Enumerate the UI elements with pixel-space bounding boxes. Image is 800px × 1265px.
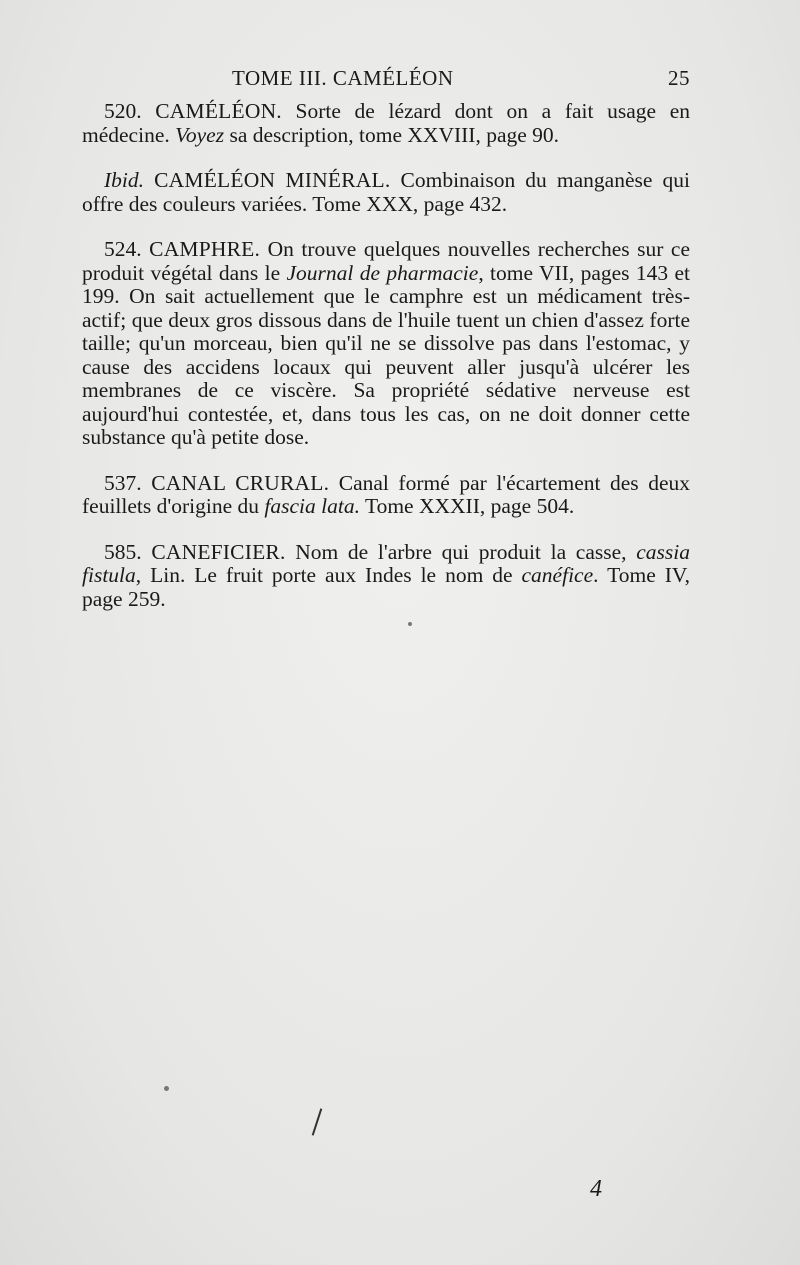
entry-cameleon	[82, 100, 690, 147]
paper-speck	[408, 622, 412, 626]
entry-text: sa description, tome XXVIII, page 90.	[224, 122, 560, 147]
entry-text: Combinaison du manganèse qui offre des couleurs variées. Tome XXX, page 432.	[82, 168, 691, 216]
entry-text: Canal formé par l'écartement des deux feuillets d'origine du	[82, 470, 691, 518]
entry-headword: CAMÉLÉON.	[155, 99, 282, 123]
entry-headword: CAMÉLÉON MINÉRAL.	[154, 168, 391, 192]
page-header	[80, 66, 690, 98]
entry-text: , tome VII, pages 143 et 199. On sait actuellement que le camphre est un médicament très-actif; que deux gros dissous dans de l'huile tuent un chien d'assez forte taille; qu'un morceau, bien qu'il ne se dissolve pas dans l'estomac, y cause des accidens locaux qui peuvent aller jusqu'à ulcérer les membranes de ce viscère. Sa propriété sédative nerveuse est aujourd'hui contestée, et, dans tous les cas, on ne doit donner cette substance qu'à petite dose.	[82, 260, 690, 449]
entry-camphre	[82, 238, 690, 450]
entry-headword: CANAL CRURAL.	[151, 470, 330, 495]
entry-italic: Journal de pharmacie	[286, 260, 479, 285]
entry-text: Nom de l'arbre qui produit la casse,	[285, 539, 637, 564]
entry-italic: cassia fistula	[82, 539, 690, 587]
entry-number: 537.	[104, 470, 142, 495]
folio-mark: 4	[590, 1176, 602, 1202]
entry-canal-crural	[82, 472, 690, 519]
entry-italic: fascia lata.	[264, 494, 360, 518]
entry-italic: canéfice	[521, 563, 594, 587]
page-body	[82, 100, 690, 633]
entry-text: On trouve quelques nouvelles recherches sur ce produit végétal dans le	[82, 237, 691, 285]
entry-text: , Lin. Le fruit porte aux Indes le nom de	[135, 563, 522, 587]
entry-cameleon-mineral	[82, 169, 690, 216]
entry-caneficier	[82, 541, 690, 612]
paper-speck	[164, 1086, 169, 1091]
entry-number: Ibid.	[104, 168, 145, 192]
entry-number: 524.	[104, 237, 142, 261]
running-title: TOME III. CAMÉLÉON	[232, 66, 454, 90]
entry-italic: Voyez	[175, 122, 225, 147]
entry-number: 520.	[104, 99, 142, 123]
entry-text: Tome XXXII, page 504.	[359, 494, 575, 518]
page-number: 25	[668, 66, 690, 90]
entry-number: 585.	[104, 539, 142, 564]
entry-text: Sorte de lézard dont on a fait usage en médecine.	[82, 99, 690, 147]
entry-headword: CAMPHRE.	[149, 237, 261, 261]
entry-headword: CANEFICIER.	[151, 539, 286, 564]
paper-scratch	[312, 1108, 323, 1135]
entry-text: . Tome IV, page 259.	[82, 563, 690, 611]
